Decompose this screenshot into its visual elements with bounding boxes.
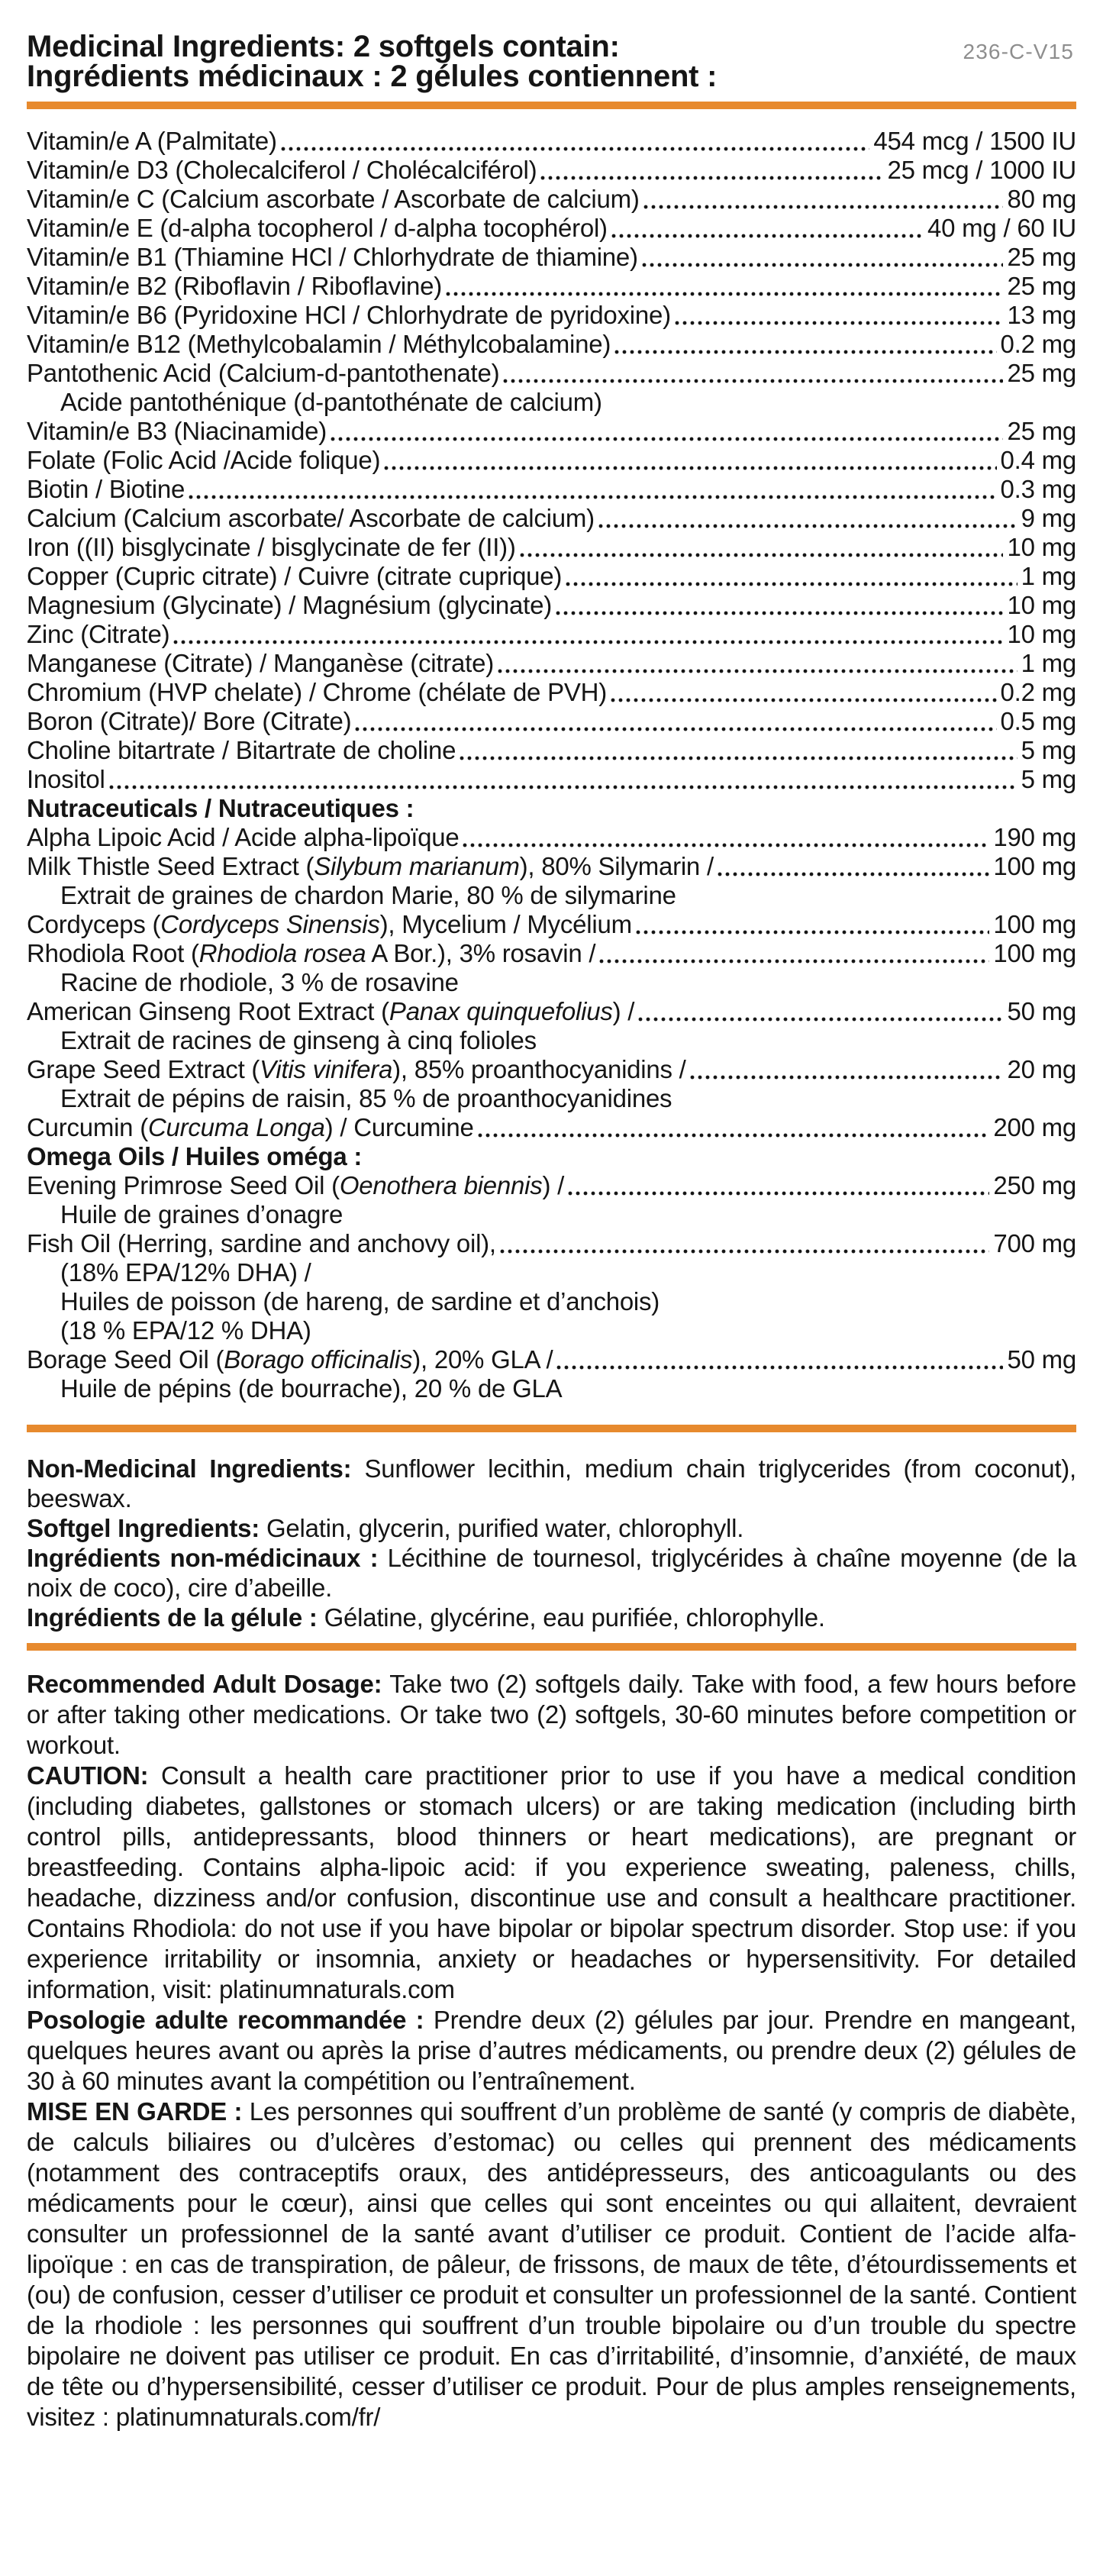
ingredient-amount: 25 mcg / 1000 IU bbox=[887, 156, 1076, 184]
ingredient-amount: 200 mg bbox=[993, 1113, 1076, 1141]
ingredient-row bbox=[27, 823, 1076, 852]
ingredient-name: Iron ((II) bisglycinate / bisglycinate de fer (II)) bbox=[27, 533, 516, 561]
dot-leader bbox=[384, 466, 996, 470]
dot-leader bbox=[556, 611, 1004, 615]
dot-leader bbox=[189, 495, 996, 499]
ingredient-subline: (18 % EPA/12 % DHA) bbox=[60, 1316, 311, 1344]
ingredient-row bbox=[27, 562, 1076, 591]
ingredient-list bbox=[27, 127, 1076, 1403]
divider-rule-top bbox=[27, 102, 1076, 109]
ingredient-row bbox=[27, 156, 1076, 185]
dot-leader bbox=[599, 959, 989, 964]
ingredient-row bbox=[27, 533, 1076, 562]
ingredient-row bbox=[27, 504, 1076, 533]
dot-leader bbox=[463, 843, 989, 847]
ingredient-amount: 10 mg bbox=[1007, 533, 1076, 561]
ingredient-row bbox=[27, 1113, 1076, 1142]
ingredient-amount: 700 mg bbox=[993, 1229, 1076, 1257]
ingredient-amount: 5 mg bbox=[1021, 736, 1076, 764]
ingredient-subline: Huile de graines d’onagre bbox=[60, 1200, 343, 1228]
dot-leader bbox=[498, 669, 1018, 673]
medicinal-ingredients-header bbox=[27, 32, 1076, 92]
ingredient-name: Rhodiola Root (Rhodiola rosea A Bor.), 3% rosavin / bbox=[27, 939, 596, 967]
medicinal-header-fr: Ingrédients médicinaux : 2 gélules contiennent : bbox=[27, 60, 718, 93]
ingredient-row bbox=[27, 127, 1076, 156]
ingredient-name: Copper (Cupric citrate) / Cuivre (citrate cuprique) bbox=[27, 562, 563, 590]
ingredient-name: Vitamin/e B12 (Methylcobalamin / Méthylcobalamine) bbox=[27, 330, 611, 358]
non-medicinal-paragraph-label: Ingrédients non-médicinaux : bbox=[27, 1544, 379, 1572]
ingredient-name: Inositol bbox=[27, 765, 105, 793]
ingredient-name: Magnesium (Glycinate) / Magnésium (glycinate) bbox=[27, 591, 552, 619]
dot-leader bbox=[520, 553, 1004, 557]
ingredient-name: Cordyceps (Cordyceps Sinensis), Mycelium / Mycélium bbox=[27, 910, 632, 938]
ingredient-row bbox=[27, 446, 1076, 475]
non-medicinal-paragraph: Softgel Ingredients: Gelatin, glycerin, purified water, chlorophyll. bbox=[27, 1514, 744, 1542]
ingredient-amount: 20 mg bbox=[1007, 1055, 1076, 1083]
ingredient-name: Fish Oil (Herring, sardine and anchovy oil), bbox=[27, 1229, 496, 1257]
ingredient-amount: 454 mcg / 1500 IU bbox=[873, 127, 1076, 155]
ingredient-name: Vitamin/e B2 (Riboflavin / Riboflavine) bbox=[27, 272, 442, 300]
ingredient-row bbox=[27, 1055, 1076, 1084]
ingredient-amount: 50 mg bbox=[1007, 1345, 1076, 1374]
dosage-paragraph: MISE EN GARDE : Les personnes qui souffrent d’un problème de santé (y compris de diabète, de calculs biliaires ou d’ulcères d’estomac) ou celles qui prennent des médicaments (notamment des contraceptifs oraux, des antidépresseurs, des anticoagulants ou des médicaments pour le cœur), ainsi que celles qui sont enceintes ou qui allaitent, devraient consulter un professionnel de la santé avant d’utiliser ce produit. Contient de l’acide alfa-lipoïque : en cas de transpiration, de pâleur, de frissons, de maux de tête, d’étourdissements et (ou) de confusion, cesser d’utiliser ce produit et consulter un professionnel de la santé. Contient de la rhodiole : les personnes qui souffrent d’un trouble bipolaire ou d’un trouble du spectre bipolaire ne doivent pas utiliser ce produit. En cas d’irritabilité, d’insomnie, d’anxiété, de maux de tête ou d’hypersensibilité, cesser d’utiliser ce produit. Pour de plus amples renseignements, visitez : platinumnaturals.com/fr/ bbox=[27, 2097, 1076, 2431]
dot-leader bbox=[638, 1017, 1003, 1022]
ingredient-row bbox=[27, 736, 1076, 765]
dot-leader bbox=[611, 698, 997, 702]
ingredient-row bbox=[27, 272, 1076, 301]
dot-leader bbox=[566, 582, 1017, 586]
ingredient-name: Vitamin/e E (d-alpha tocopherol / d-alpha tocophérol) bbox=[27, 214, 608, 242]
ingredient-section-title: Nutraceuticals / Nutraceutiques : bbox=[27, 794, 414, 822]
ingredient-subline: Acide pantothénique (d-pantothénate de calcium) bbox=[60, 388, 602, 416]
dot-leader bbox=[355, 727, 996, 731]
ingredient-subline: Racine de rhodiole, 3 % de rosavine bbox=[60, 968, 459, 996]
ingredient-row bbox=[27, 591, 1076, 620]
ingredient-name: Vitamin/e B1 (Thiamine HCl / Chlorhydrate de thiamine) bbox=[27, 243, 638, 271]
ingredient-name: Curcumin (Curcuma Longa) / Curcumine bbox=[27, 1113, 474, 1141]
ingredient-amount: 25 mg bbox=[1007, 272, 1076, 300]
ingredient-row bbox=[27, 997, 1076, 1026]
ingredient-subline: Huiles de poisson (de hareng, de sardine et d’anchois) bbox=[60, 1287, 660, 1315]
ingredient-amount: 9 mg bbox=[1021, 504, 1076, 532]
ingredient-amount: 25 mg bbox=[1007, 417, 1076, 445]
supplement-label bbox=[0, 32, 1103, 2576]
ingredient-amount: 25 mg bbox=[1007, 359, 1076, 387]
ingredient-amount: 40 mg / 60 IU bbox=[927, 214, 1076, 242]
ingredient-subline: Extrait de racines de ginseng à cinq folioles bbox=[60, 1026, 537, 1054]
ingredient-name: Chromium (HVP chelate) / Chrome (chélate de PVH) bbox=[27, 678, 607, 706]
ingredient-amount: 50 mg bbox=[1007, 997, 1076, 1025]
ingredient-amount: 10 mg bbox=[1007, 620, 1076, 648]
ingredient-subline: (18% EPA/12% DHA) / bbox=[60, 1258, 311, 1286]
ingredient-amount: 100 mg bbox=[993, 939, 1076, 967]
ingredient-amount: 0.4 mg bbox=[1000, 446, 1076, 474]
dot-leader bbox=[598, 524, 1018, 528]
dot-leader bbox=[636, 930, 990, 935]
ingredient-name: Pantothenic Acid (Calcium-d-pantothenate) bbox=[27, 359, 500, 387]
ingredient-row bbox=[27, 1229, 1076, 1258]
dosage-paragraph: Recommended Adult Dosage: Take two (2) softgels daily. Take with food, a few hours before or after taking other medications. Or take two (2) softgels, 30-60 minutes before competition or workout. bbox=[27, 1670, 1076, 1759]
dot-leader bbox=[281, 147, 870, 151]
ingredient-row bbox=[27, 475, 1076, 504]
divider-rule-middle bbox=[27, 1425, 1076, 1432]
label-content bbox=[0, 32, 1103, 2432]
ingredient-amount: 0.2 mg bbox=[1000, 678, 1076, 706]
non-medicinal-paragraph: Ingrédients non-médicinaux : Lécithine de tournesol, triglycérides à chaîne moyenne (de la noix de coco), cire d’abeille. bbox=[27, 1544, 1077, 1602]
ingredient-name: Manganese (Citrate) / Manganèse (citrate) bbox=[27, 649, 494, 677]
dot-leader bbox=[690, 1075, 1004, 1080]
divider-rule-bottom bbox=[27, 1643, 1076, 1651]
dot-leader bbox=[478, 1133, 990, 1138]
dot-leader bbox=[500, 1249, 989, 1254]
ingredient-row bbox=[27, 301, 1076, 330]
ingredient-row bbox=[27, 939, 1076, 968]
ingredient-amount: 25 mg bbox=[1007, 243, 1076, 271]
ingredient-amount: 100 mg bbox=[993, 852, 1076, 880]
dosage-paragraph: Posologie adulte recommandée : Prendre deux (2) gélules par jour. Prendre en mangeant, quelques heures avant ou après la prise d’autres médicaments, ou prendre deux (2) gélules de 30 à 60 minutes avant la compétition ou l’entraînement. bbox=[27, 2006, 1076, 2095]
dot-leader bbox=[718, 872, 989, 876]
dot-leader bbox=[556, 1365, 1003, 1370]
ingredient-name: Vitamin/e C (Calcium ascorbate / Ascorbate de calcium) bbox=[27, 185, 640, 213]
ingredient-amount: 250 mg bbox=[993, 1171, 1076, 1199]
dosage-paragraph: CAUTION: Consult a health care practitioner prior to use if you have a medical condition (including diabetes, gallstones or stomach ulcers) or are taking medication (including birth control pills, antidepressants, blood thinners or heart medications), are pregnant or breastfeeding. Contains alpha-lipoic acid: if you experience sweating, paleness, chills, headache, dizziness and/or confusion, discontinue use and consult a healthcare practitioner. Contains Rhodiola: do not use if you have bipolar or bipolar spectrum disorder. Stop use: if you experience irritability or insomnia, anxiety or headaches or hypersensitivity. For detailed information, visit: platinumnaturals.com bbox=[27, 1761, 1076, 2003]
ingredient-row bbox=[27, 243, 1076, 272]
ingredient-name: Zinc (Citrate) bbox=[27, 620, 170, 648]
ingredient-amount: 13 mg bbox=[1007, 301, 1076, 329]
ingredient-name: Alpha Lipoic Acid / Acide alpha-lipoïque bbox=[27, 823, 460, 851]
dot-leader bbox=[540, 176, 883, 180]
ingredient-name: Biotin / Biotine bbox=[27, 475, 185, 503]
ingredient-name: Milk Thistle Seed Extract (Silybum marianum), 80% Silymarin / bbox=[27, 852, 714, 880]
dosage-paragraph-label: Recommended Adult Dosage: bbox=[27, 1670, 382, 1698]
dot-leader bbox=[503, 379, 1003, 383]
ingredient-subline: Extrait de graines de chardon Marie, 80 % de silymarine bbox=[60, 881, 676, 909]
ingredient-row bbox=[27, 330, 1076, 359]
ingredient-name: Vitamin/e B6 (Pyridoxine HCl / Chlorhydrate de pyridoxine) bbox=[27, 301, 671, 329]
dot-leader bbox=[611, 234, 924, 238]
ingredient-row bbox=[27, 1171, 1076, 1200]
dot-leader bbox=[173, 640, 1003, 644]
ingredient-amount: 1 mg bbox=[1021, 562, 1076, 590]
dot-leader bbox=[675, 321, 1004, 325]
ingredient-row bbox=[27, 185, 1076, 214]
ingredient-amount: 1 mg bbox=[1021, 649, 1076, 677]
dosage-caution-section bbox=[27, 1669, 1076, 2432]
ingredient-row bbox=[27, 214, 1076, 243]
dosage-paragraph-label: Posologie adulte recommandée : bbox=[27, 2006, 424, 2034]
ingredient-row bbox=[27, 678, 1076, 707]
dot-leader bbox=[643, 205, 1004, 209]
ingredient-row bbox=[27, 765, 1076, 794]
ingredient-row bbox=[27, 620, 1076, 649]
ingredient-row bbox=[27, 359, 1076, 388]
non-medicinal-section bbox=[27, 1454, 1076, 1632]
ingredient-name: Boron (Citrate)/ Bore (Citrate) bbox=[27, 707, 352, 735]
non-medicinal-paragraph-label: Ingrédients de la gélule : bbox=[27, 1603, 318, 1632]
ingredient-name: Vitamin/e D3 (Cholecalciferol / Cholécalciférol) bbox=[27, 156, 537, 184]
ingredient-subline: Huile de pépins (de bourrache), 20 % de GLA bbox=[60, 1374, 563, 1403]
ingredient-amount: 0.5 mg bbox=[1000, 707, 1076, 735]
ingredient-amount: 0.3 mg bbox=[1000, 475, 1076, 503]
dosage-paragraph-label: CAUTION: bbox=[27, 1761, 149, 1790]
ingredient-row bbox=[27, 910, 1076, 939]
ingredient-name: Calcium (Calcium ascorbate/ Ascorbate de calcium) bbox=[27, 504, 595, 532]
ingredient-subline: Extrait de pépins de raisin, 85 % de proanthocyanidines bbox=[60, 1084, 672, 1112]
ingredient-amount: 5 mg bbox=[1021, 765, 1076, 793]
ingredient-amount: 190 mg bbox=[993, 823, 1076, 851]
dot-leader bbox=[109, 785, 1018, 789]
ingredient-name: Borage Seed Oil (Borago officinalis), 20% GLA / bbox=[27, 1345, 553, 1374]
ingredient-name: American Ginseng Root Extract (Panax quinquefolius) / bbox=[27, 997, 635, 1025]
dot-leader bbox=[568, 1191, 989, 1196]
ingredient-amount: 0.2 mg bbox=[1000, 330, 1076, 358]
ingredient-name: Evening Primrose Seed Oil (Oenothera biennis) / bbox=[27, 1171, 565, 1199]
medicinal-header-en: Medicinal Ingredients: 2 softgels contain: bbox=[27, 30, 620, 63]
non-medicinal-paragraph: Ingrédients de la gélule : Gélatine, glycérine, eau purifiée, chlorophylle. bbox=[27, 1603, 825, 1632]
ingredient-section-title: Omega Oils / Huiles oméga : bbox=[27, 1142, 363, 1170]
ingredient-name: Grape Seed Extract (Vitis vinifera), 85% proanthocyanidins / bbox=[27, 1055, 686, 1083]
ingredient-amount: 10 mg bbox=[1007, 591, 1076, 619]
ingredient-name: Folate (Folic Acid /Acide folique) bbox=[27, 446, 381, 474]
ingredient-row bbox=[27, 649, 1076, 678]
dot-leader bbox=[642, 263, 1004, 267]
ingredient-name: Vitamin/e A (Palmitate) bbox=[27, 127, 277, 155]
ingredient-name: Vitamin/e B3 (Niacinamide) bbox=[27, 417, 327, 445]
product-code: 236-C-V15 bbox=[963, 40, 1074, 63]
ingredient-name: Choline bitartrate / Bitartrate de choline bbox=[27, 736, 456, 764]
non-medicinal-paragraph-label: Non-Medicinal Ingredients: bbox=[27, 1454, 352, 1483]
ingredient-amount: 100 mg bbox=[993, 910, 1076, 938]
dot-leader bbox=[460, 756, 1017, 760]
dot-leader bbox=[614, 350, 996, 354]
ingredient-row bbox=[27, 707, 1076, 736]
ingredient-row bbox=[27, 417, 1076, 446]
dot-leader bbox=[331, 437, 1003, 441]
non-medicinal-paragraph-label: Softgel Ingredients: bbox=[27, 1514, 260, 1542]
dosage-paragraph-label: MISE EN GARDE : bbox=[27, 2097, 243, 2126]
ingredient-amount: 80 mg bbox=[1007, 185, 1076, 213]
ingredient-row bbox=[27, 1345, 1076, 1374]
non-medicinal-paragraph: Non-Medicinal Ingredients: Sunflower lecithin, medium chain triglycerides (from coconut), beeswax. bbox=[27, 1454, 1076, 1512]
dot-leader bbox=[446, 292, 1004, 296]
ingredient-row bbox=[27, 852, 1076, 881]
